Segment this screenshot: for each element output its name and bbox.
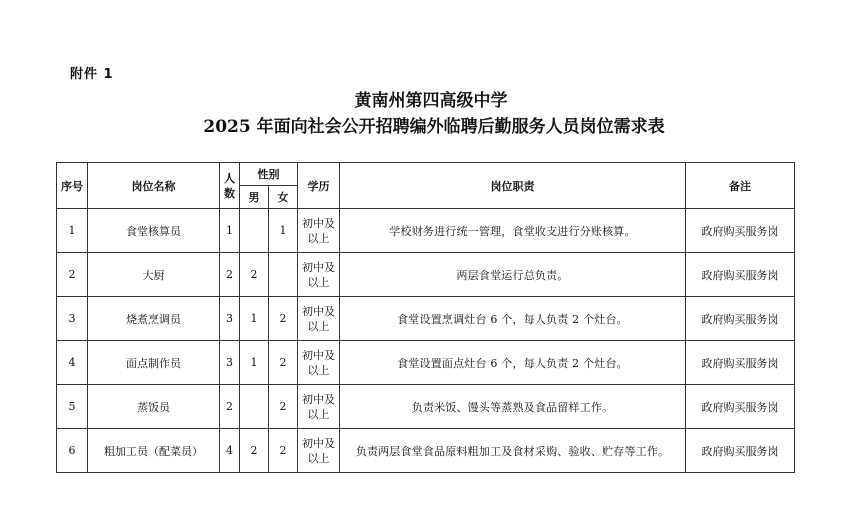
cell-count: 2 xyxy=(220,253,240,297)
table-row xyxy=(57,341,795,385)
cell-position-name: 大厨 xyxy=(88,253,220,297)
document-subtitle: 2025 年面向社会公开招聘编外临聘后勤服务人员岗位需求表 xyxy=(203,117,665,137)
cell-remark: 政府购买服务岗 xyxy=(686,253,795,297)
cell-education xyxy=(298,385,340,429)
cell-count: 2 xyxy=(220,385,240,429)
header-count-bottom: 数 xyxy=(224,186,235,200)
cell-remark: 政府购买服务岗 xyxy=(686,429,795,473)
edu-line1: 初中及 xyxy=(302,260,335,274)
cell-male xyxy=(240,385,269,429)
cell-education xyxy=(298,341,340,385)
table-row xyxy=(57,429,795,473)
cell-seq: 5 xyxy=(57,385,88,429)
header-gender: 性别 xyxy=(240,163,298,186)
cell-education xyxy=(298,253,340,297)
edu-line1: 初中及 xyxy=(302,348,335,362)
cell-seq: 2 xyxy=(57,253,88,297)
table-row xyxy=(57,253,795,297)
header-female: 女 xyxy=(269,186,298,209)
cell-position-name: 蒸饭员 xyxy=(88,385,220,429)
cell-female: 1 xyxy=(269,209,298,253)
header-remark: 备注 xyxy=(686,163,795,209)
table-row xyxy=(57,385,795,429)
cell-female: 2 xyxy=(269,429,298,473)
cell-duty: 食堂设置面点灶台 6 个，每人负责 2 个灶台。 xyxy=(340,341,686,385)
cell-duty: 学校财务进行统一管理，食堂收支进行分账核算。 xyxy=(340,209,686,253)
table-row xyxy=(57,297,795,341)
edu-line2: 以上 xyxy=(307,407,330,421)
cell-male xyxy=(240,209,269,253)
cell-remark: 政府购买服务岗 xyxy=(686,341,795,385)
edu-line2: 以上 xyxy=(307,319,330,333)
edu-line2: 以上 xyxy=(307,231,330,245)
cell-remark: 政府购买服务岗 xyxy=(686,385,795,429)
edu-line2: 以上 xyxy=(307,363,330,377)
cell-count: 1 xyxy=(220,209,240,253)
header-education: 学历 xyxy=(298,163,340,209)
cell-seq: 3 xyxy=(57,297,88,341)
header-seq: 序号 xyxy=(57,163,88,209)
cell-education xyxy=(298,429,340,473)
cell-education xyxy=(298,209,340,253)
edu-line2: 以上 xyxy=(307,275,330,289)
cell-duty: 负责两层食堂食品原料粗加工及食材采购、验收、贮存等工作。 xyxy=(340,429,686,473)
table-row xyxy=(57,209,795,253)
document-title: 黄南州第四高级中学 xyxy=(354,91,508,111)
cell-position-name: 面点制作员 xyxy=(88,341,220,385)
edu-line1: 初中及 xyxy=(302,392,335,406)
position-requirements-table xyxy=(56,162,795,473)
cell-female: 2 xyxy=(269,341,298,385)
cell-male: 1 xyxy=(240,341,269,385)
cell-male: 2 xyxy=(240,253,269,297)
header-male: 男 xyxy=(240,186,269,209)
cell-female: 2 xyxy=(269,385,298,429)
cell-male: 2 xyxy=(240,429,269,473)
header-count xyxy=(220,163,240,209)
cell-seq: 6 xyxy=(57,429,88,473)
header-duty: 岗位职责 xyxy=(340,163,686,209)
cell-female: 2 xyxy=(269,297,298,341)
cell-seq: 4 xyxy=(57,341,88,385)
cell-remark: 政府购买服务岗 xyxy=(686,297,795,341)
edu-line2: 以上 xyxy=(307,451,330,465)
edu-line1: 初中及 xyxy=(302,436,335,450)
cell-duty: 负责米饭、馒头等蒸熟及食品留样工作。 xyxy=(340,385,686,429)
edu-line1: 初中及 xyxy=(302,216,335,230)
cell-education xyxy=(298,297,340,341)
cell-male: 1 xyxy=(240,297,269,341)
cell-seq: 1 xyxy=(57,209,88,253)
cell-position-name: 粗加工员（配菜员） xyxy=(88,429,220,473)
cell-count: 3 xyxy=(220,297,240,341)
cell-position-name: 烧煮烹调员 xyxy=(88,297,220,341)
cell-duty: 两层食堂运行总负责。 xyxy=(340,253,686,297)
cell-remark: 政府购买服务岗 xyxy=(686,209,795,253)
attachment-label: 附件 1 xyxy=(70,67,114,82)
cell-count: 4 xyxy=(220,429,240,473)
cell-duty: 食堂设置烹调灶台 6 个，每人负责 2 个灶台。 xyxy=(340,297,686,341)
header-count-top: 人 xyxy=(224,171,235,185)
cell-count: 3 xyxy=(220,341,240,385)
cell-position-name: 食堂核算员 xyxy=(88,209,220,253)
header-position-name: 岗位名称 xyxy=(88,163,220,209)
table-header-row xyxy=(57,163,795,186)
cell-female xyxy=(269,253,298,297)
edu-line1: 初中及 xyxy=(302,304,335,318)
